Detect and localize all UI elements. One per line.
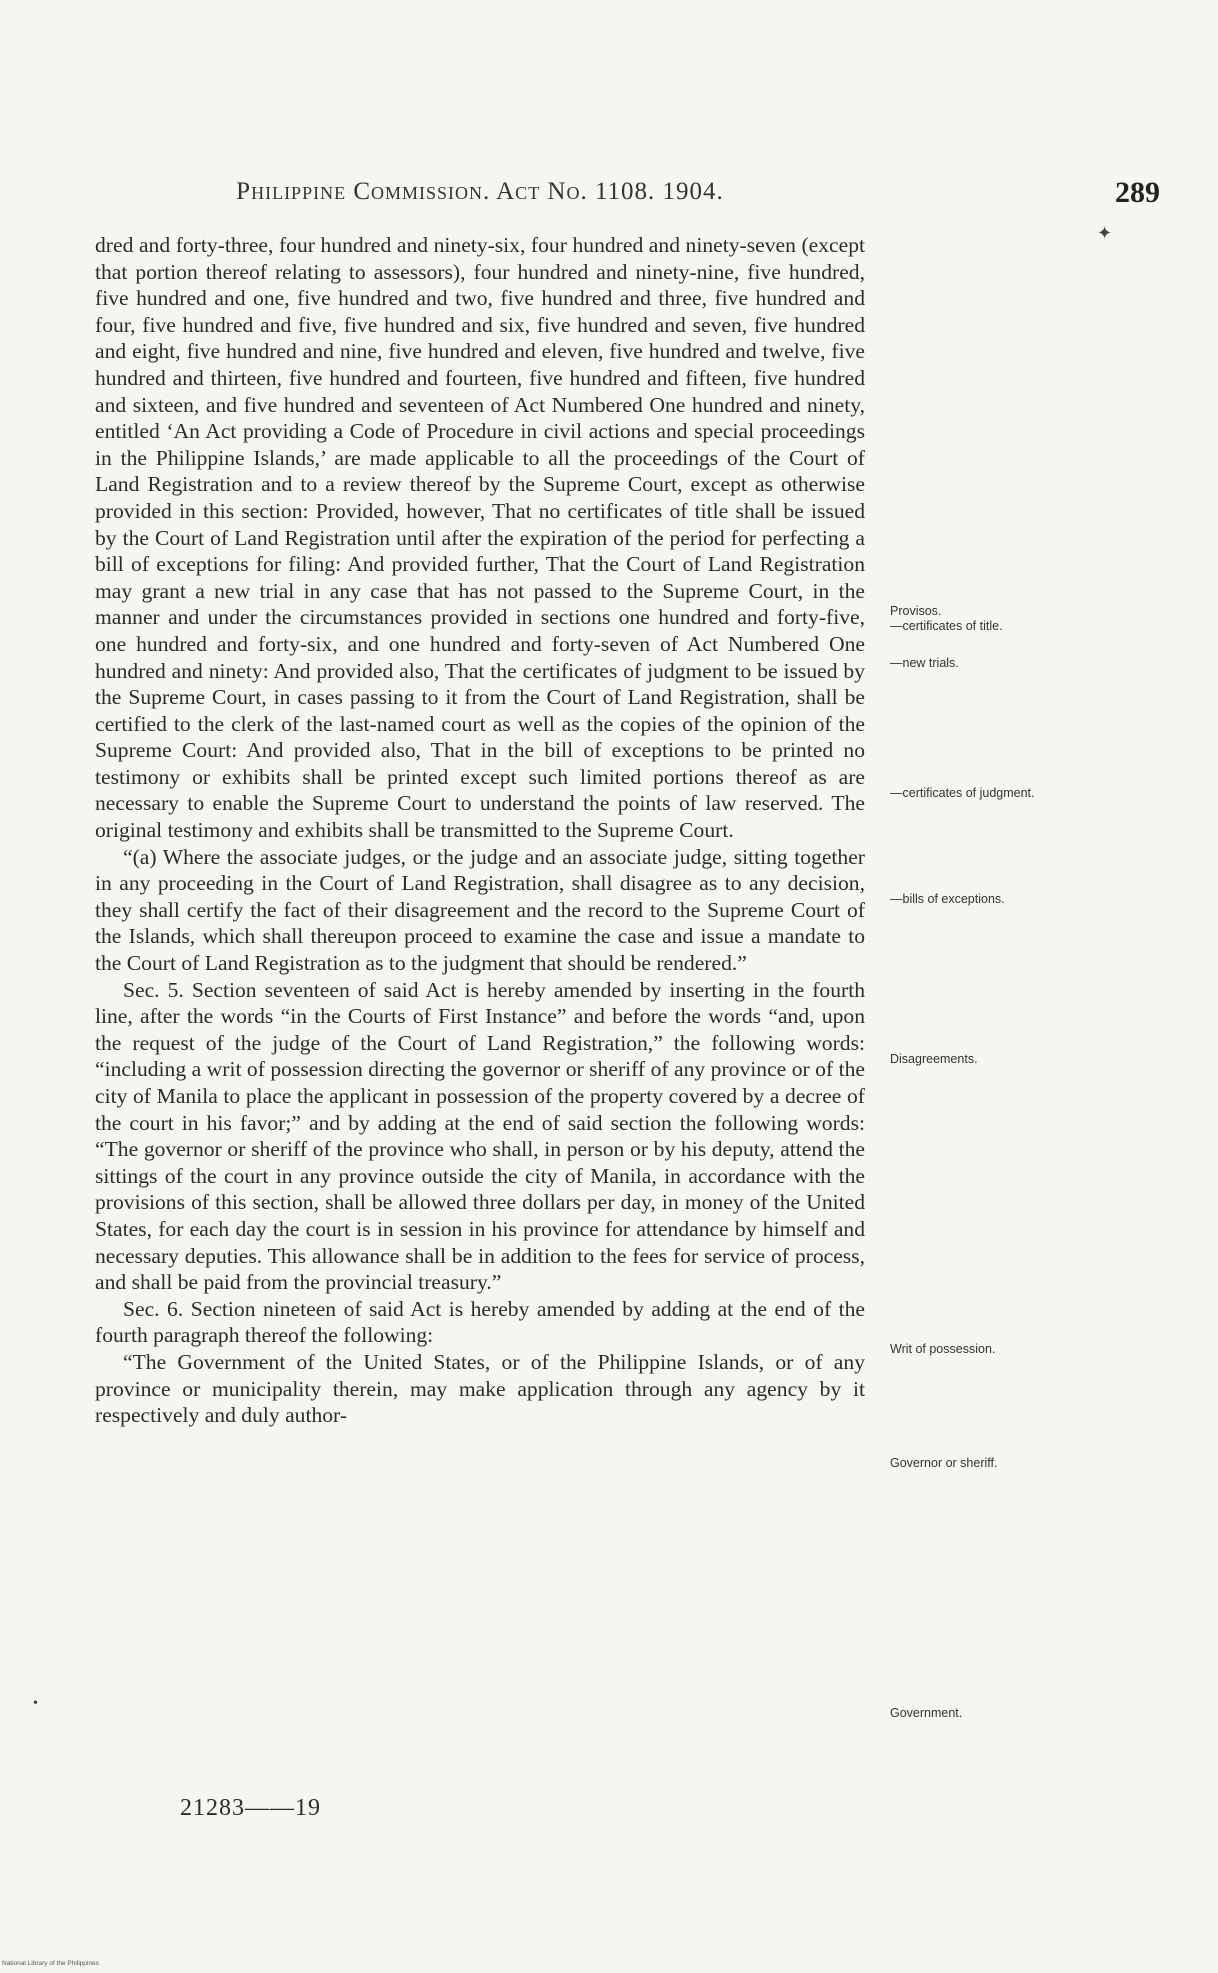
margin-note-certificates-of-judgment: —certificates of judgment. bbox=[890, 786, 1035, 800]
running-head: Philippine Commission. Act No. 1108. 1904. bbox=[236, 178, 724, 205]
margin-note-bills-of-exceptions: —bills of exceptions. bbox=[890, 892, 1005, 906]
margin-note-disagreements: Disagreements. bbox=[890, 1052, 978, 1066]
body-text bbox=[95, 232, 865, 1429]
paragraph-1: dred and forty-three, four hundred and ninety-six, four hundred and ninety-seven (except that portion thereof relating to assessors), four hundred and ninety-nine, five hundred, five hundred and one, five hundred and two, five hundred and three, five hundred and four, five hundred and five, five hundred and six, five hundred and seven, five hundred and eight, five hundred and nine, five hundred and eleven, five hundred and twelve, five hundred and thirteen, five hundred and fourteen, five hundred and fifteen, five hundred and sixteen, and five hundred and seventeen of Act Numbered One hundred and ninety, entitled ‘An Act providing a Code of Procedure in civil actions and special proceedings in the Philippine Islands,’ are made applicable to all the proceedings of the Court of Land Registration and to a review thereof by the Supreme Court, except as otherwise provided in this section: Provided, however, That no certificates of title shall be issued by the Court of Land Registration until after the expiration of the period for perfecting a bill of exceptions for filing: And provided further, That the Court of Land Registration may grant a new trial in any case that has not passed to the Supreme Court, in the manner and under the circumstances provided in sections one hundred and forty-five, one hundred and forty-six, and one hundred and forty-seven of Act Numbered One hundred and ninety: And provided also, That the certificates of judgment to be issued by the Supreme Court, in cases passing to it from the Court of Land Registration, shall be certified to the clerk of the last-named court as well as the copies of the opinion of the Supreme Court: And provided also, That in the bill of exceptions to be printed no testimony or exhibits shall be printed except such limited portions thereof as are necessary to enable the Supreme Court to understand the points of law reserved. The original testimony and exhibits shall be transmitted to the Supreme Court. bbox=[95, 233, 865, 843]
paragraph-4: Sec. 6. Section nineteen of said Act is hereby amended by adding at the end of the fourth paragraph thereof the following: bbox=[95, 1296, 865, 1348]
margin-note-governor-or-sheriff: Governor or sheriff. bbox=[890, 1456, 998, 1470]
margin-note-new-trials: —new trials. bbox=[890, 656, 959, 670]
paragraph-2: “(a) Where the associate judges, or the judge and an associate judge, sitting together in any proceeding in the Court of Land Registration, shall disagree as to any decision, they shall certify the fact of their disagreement and the record to the Supreme Court of the Islands, which shall thereupon proceed to examine the case and issue a mandate to the Court of Land Registration as to the judgment that should be rendered.” bbox=[95, 844, 865, 976]
paragraph-5: “The Government of the United States, or of the Philippine Islands, or of any province or municipality therein, may make application through any agency by it respectively and duly author- bbox=[95, 1349, 865, 1428]
ink-speck-mark: ✦ bbox=[1097, 223, 1113, 243]
paragraph-3: Sec. 5. Section seventeen of said Act is hereby amended by inserting in the fourth line, after the words “in the Courts of First Instance” and before the words “and, upon the request of the judge of the Court of Land Registration,” the following words: “including a writ of possession directing the governor or sheriff of any province or of the city of Manila to place the applicant in possession of the property covered by a decree of the court in his favor;” and by adding at the end of said section the following words: “The governor or sheriff of the province who shall, in person or by his deputy, attend the sittings of the court in any province outside the city of Manila, in accordance with the provisions of this section, shall be allowed three dollars per day, in money of the United States, for each day the court is in session in his province for attendance by himself and necessary deputies. This allowance shall be in addition to the fees for service of process, and shall be paid from the provincial treasury.” bbox=[95, 977, 865, 1295]
page-number: 289 bbox=[1115, 176, 1160, 209]
margin-note-government: Government. bbox=[890, 1706, 963, 1720]
margin-note-provisos: Provisos. —certificates of title. bbox=[890, 604, 1003, 633]
footer-credit: National Library of the Philippines bbox=[2, 1960, 99, 1967]
printer-signature-mark: 21283——19 bbox=[180, 1795, 321, 1821]
margin-dot-mark: • bbox=[33, 1696, 38, 1711]
margin-note-writ-of-possession: Writ of possession. bbox=[890, 1342, 996, 1356]
